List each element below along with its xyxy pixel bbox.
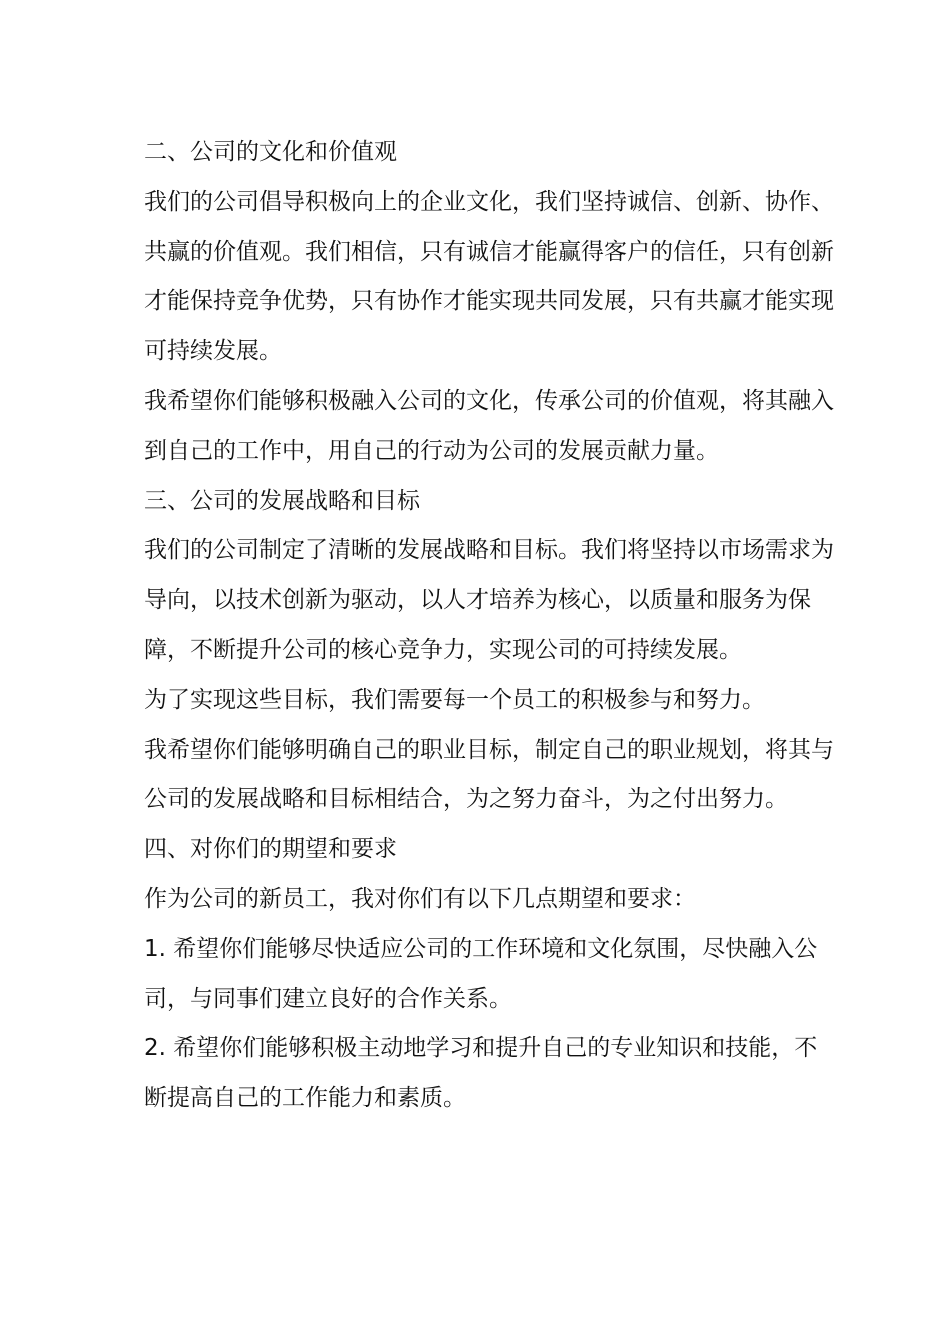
section-heading-expectations: 四、对你们的期望和要求 [144,836,397,863]
section-heading-culture: 二、公司的文化和价值观 [144,139,397,165]
paragraph-culture-hope: 我希望你们能够积极融入公司的文化，传承公司的价值观，将其融入到自己的工作中，用自己的行动为公司的发展贡献力量。 [144,387,834,464]
document-page [144,128,834,1124]
paragraph-strategy-hope: 我希望你们能够明确自己的职业目标，制定自己的职业规划，将其与公司的发展战略和目标相结合，为之努力奋斗，为之付出努力。 [144,736,834,813]
paragraph-culture-values: 我们的公司倡导积极向上的企业文化，我们坚持诚信、创新、协作、共赢的价值观。我们相信，只有诚信才能赢得客户的信任，只有创新才能保持竞争优势，只有协作才能实现共同发展，只有共赢才能实现可持续发展。 [144,188,834,365]
paragraph-strategy: 我们的公司制定了清晰的发展战略和目标。我们将坚持以市场需求为导向，以技术创新为驱动，以人才培养为核心，以质量和服务为保障，不断提升公司的核心竞争力，实现公司的可持续发展。 [144,537,834,663]
paragraph-expectations-intro: 作为公司的新员工，我对你们有以下几点期望和要求： [144,885,696,912]
paragraph-strategy-participation: 为了实现这些目标，我们需要每一个员工的积极参与和努力。 [144,686,765,713]
list-item-expectation-2: 2. 希望你们能够积极主动地学习和提升自己的专业知识和技能，不断提高自己的工作能力和素质。 [144,1035,818,1112]
list-item-expectation-1: 1. 希望你们能够尽快适应公司的工作环境和文化氛围，尽快融入公司，与同事们建立良好的合作关系。 [144,935,818,1012]
section-heading-strategy: 三、公司的发展战略和目标 [144,487,420,514]
